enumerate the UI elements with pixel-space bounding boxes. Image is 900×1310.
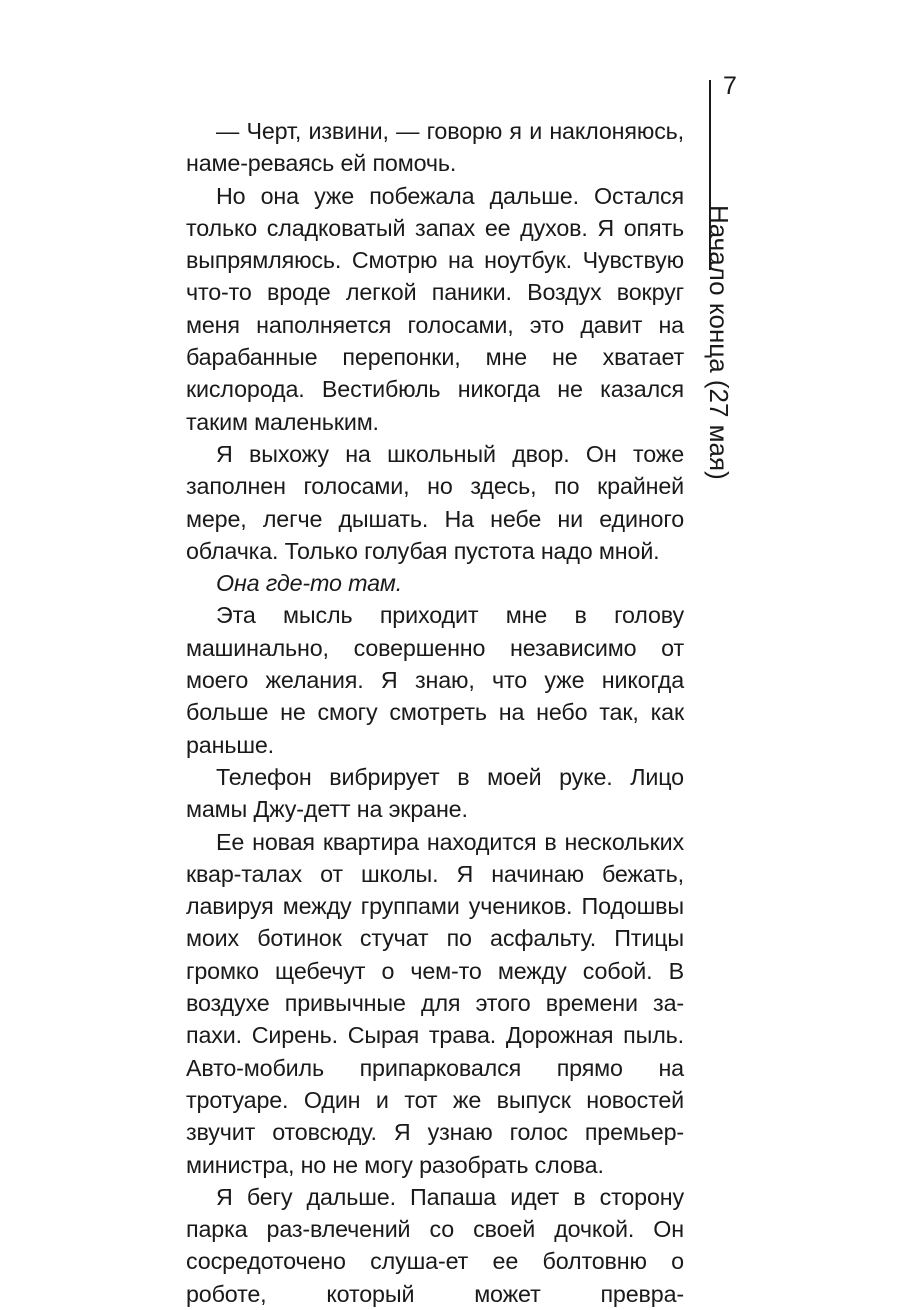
paragraph-4-italic: Она где-то там. [216, 570, 403, 597]
paragraph-2: Но она уже побежала дальше. Остался только сладковатый запах ее духов. Я опять выпрямляюсь. Смотрю на ноутбук. Чувствую что-то вроде легкой паники. Воздух вокруг меня наполняется голосами, это давит на барабанные перепонки, мне не хватает кислорода. Вестибюль никогда не казался таким маленьким. [186, 182, 684, 435]
paragraph-6: Телефон вибрирует в моей руке. Лицо мамы Джу-детт на экране. [186, 763, 684, 823]
running-header: Начало конца (27 мая) [704, 205, 734, 480]
paragraph-1: — Черт, извини, — говорю я и наклоняюсь, наме-реваясь ей помочь. [186, 118, 684, 177]
paragraph-8: Я бегу дальше. Папаша идет в сторону парка раз-влечений со своей дочкой. Он сосредоточено слуша-ет ее болтовню о роботе, который может превра- [186, 1183, 684, 1307]
page-number: 7 [723, 72, 737, 100]
paragraph-3: Я выхожу на школьный двор. Он тоже заполнен голосами, но здесь, по крайней мере, легче дышать. На небе ни единого облачка. Только голубая пустота надо мной. [186, 440, 684, 564]
paragraph-7: Ее новая квартира находится в нескольких квар-талах от школы. Я начинаю бежать, лавируя между группами учеников. Подошвы моих ботинок стучат по асфальту. Птицы громко щебечут о чем-то между собой. В воздухе привычные для этого времени за-пахи. Сирень. Сырая трава. Дорожная пыль. Авто-мобиль припарковался прямо на тротуаре. Один и тот же выпуск новостей звучит отовсюду. Я узнаю голос премьер-министра, но не могу разобрать слова. [186, 828, 684, 1178]
paragraph-5: Эта мысль приходит мне в голову машинально, совершенно независимо от моего желания. Я знаю, что уже никогда больше не смогу смотреть на небо так, как раньше. [186, 602, 684, 758]
body-text [186, 115, 684, 1310]
